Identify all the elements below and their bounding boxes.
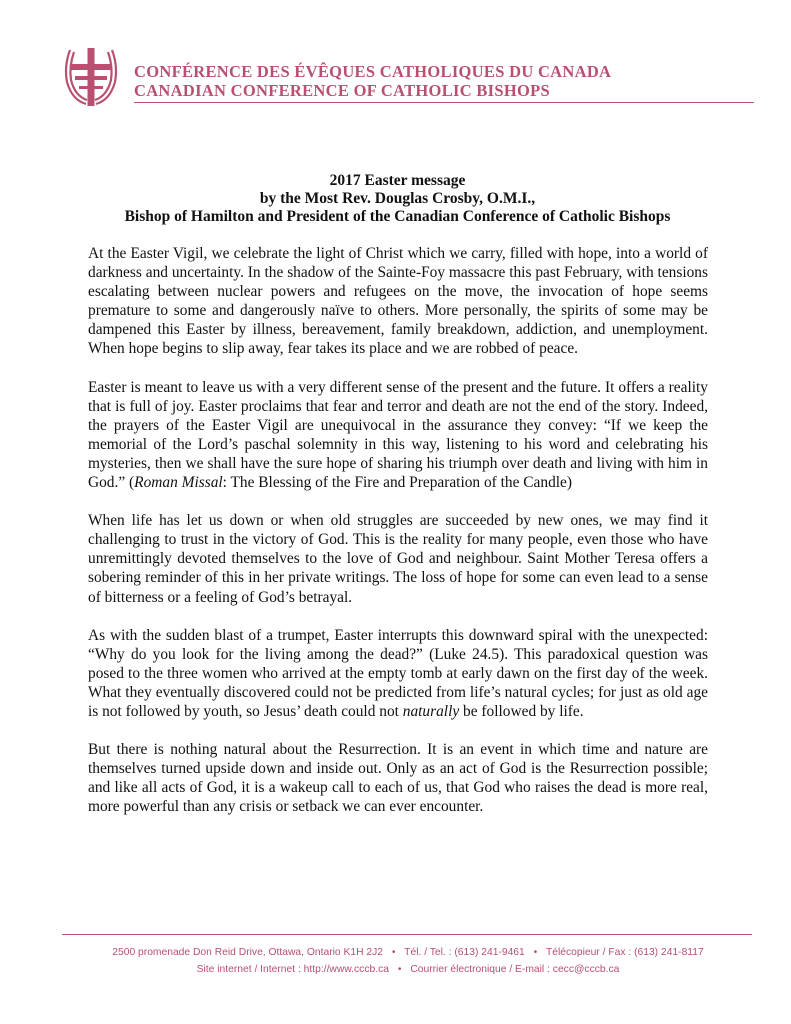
paragraph-4-text: As with the sudden blast of a trumpet, Easter interrupts this downward spiral with the unexpected: “Why do you look for the living among the dead?” (Luke 24.5). This paradoxical question was posed to the three women who arrived at the empty tomb at early dawn on the first day of the week. What they eventually discovered could not be predicted from life’s natural cycles; for just as old age is not followed by youth, so Jesus’ death could not xyxy=(88,626,708,720)
organization-name xyxy=(134,62,611,100)
footer-divider xyxy=(62,934,752,935)
bullet-separator: • xyxy=(533,947,538,958)
paragraph-2-text: Easter is meant to leave us with a very different sense of the present and the future. It offers a reality that is full of joy. Easter proclaims that fear and terror and death are not the end of the story. Indeed, the prayers of the Easter Vigil are unequivocal in the assurance they convey: “If we keep the memorial of the Lord’s paschal solemnity in this way, listening to his word and celebrating his mysteries, then we shall have the sure hope of sharing his triumph over death and living with him in God.” ( xyxy=(88,378,708,492)
letterhead xyxy=(62,46,752,116)
footer-web-row xyxy=(58,961,758,978)
paragraph-4-end: be followed by life. xyxy=(459,702,584,720)
email-link[interactable]: Courrier électronique / E-mail : cecc@cccb.ca xyxy=(410,964,620,975)
paragraph-5: But there is nothing natural about the Resurrection. It is an event in which time and nature are themselves turned upside down and inside out. Only as an act of God is the Resurrection possible; and like all acts of God, it is a wakeup call to each of us, that God who raises the dead is more real, more powerful than any crisis or setback we can ever encounter. xyxy=(88,741,708,816)
roman-missal-title: Roman Missal xyxy=(134,474,223,492)
website-link[interactable]: Site internet / Internet : http://www.cccb.ca xyxy=(196,964,389,975)
footer-contact-row xyxy=(58,944,758,961)
address: 2500 promenade Don Reid Drive, Ottawa, Ontario K1H 2J2 xyxy=(112,947,383,958)
message-title xyxy=(60,172,735,226)
phone: Tél. / Tel. : (613) 241-9461 xyxy=(404,947,525,958)
paragraph-1: At the Easter Vigil, we celebrate the light of Christ which we carry, filled with hope, into a world of darkness and uncertainty. In the shadow of the Sainte-Foy massacre this past February, with tensions escalating between nuclear powers and refugees on the move, the invocation of hope seems premature to some and dangerously naïve to others. More personally, the spirits of some may be dampened this Easter by illness, bereavement, family breakdown, addiction, and unemployment. When hope begins to slip away, fear takes its place and we are robbed of peace. xyxy=(88,245,708,358)
bullet-separator: • xyxy=(397,964,402,975)
header-divider xyxy=(134,102,754,103)
cross-logo-icon xyxy=(62,46,120,108)
title-line-3: Bishop of Hamilton and President of the Canadian Conference of Catholic Bishops xyxy=(124,208,671,225)
org-name-fr: CONFÉRENCE DES ÉVÊQUES CATHOLIQUES DU CANADA xyxy=(134,62,612,81)
paragraph-2 xyxy=(88,378,708,493)
naturally-emphasis: naturally xyxy=(402,702,460,720)
footer xyxy=(58,944,758,978)
paragraph-3: When life has let us down or when old struggles are succeeded by new ones, we may find it challenging to trust in the victory of God. This is the reality for many people, even those who have unremittingly devoted themselves to the love of God and neighbour. Saint Mother Teresa offers a sobering reminder of this in her private writings. The loss of hope for some can even lead to a sense of bitterness or a feeling of God’s betrayal. xyxy=(88,512,708,606)
paragraph-2-end: : The Blessing of the Fire and Preparation of the Candle) xyxy=(222,474,573,492)
message-body xyxy=(88,244,708,835)
title-line-1: 2017 Easter message xyxy=(329,172,466,189)
org-name-en: CANADIAN CONFERENCE OF CATHOLIC BISHOPS xyxy=(134,81,550,100)
title-line-2: by the Most Rev. Douglas Crosby, O.M.I., xyxy=(259,190,536,207)
fax: Télécopieur / Fax : (613) 241-8117 xyxy=(545,947,704,958)
paragraph-4 xyxy=(88,626,708,721)
bullet-separator: • xyxy=(391,947,396,958)
